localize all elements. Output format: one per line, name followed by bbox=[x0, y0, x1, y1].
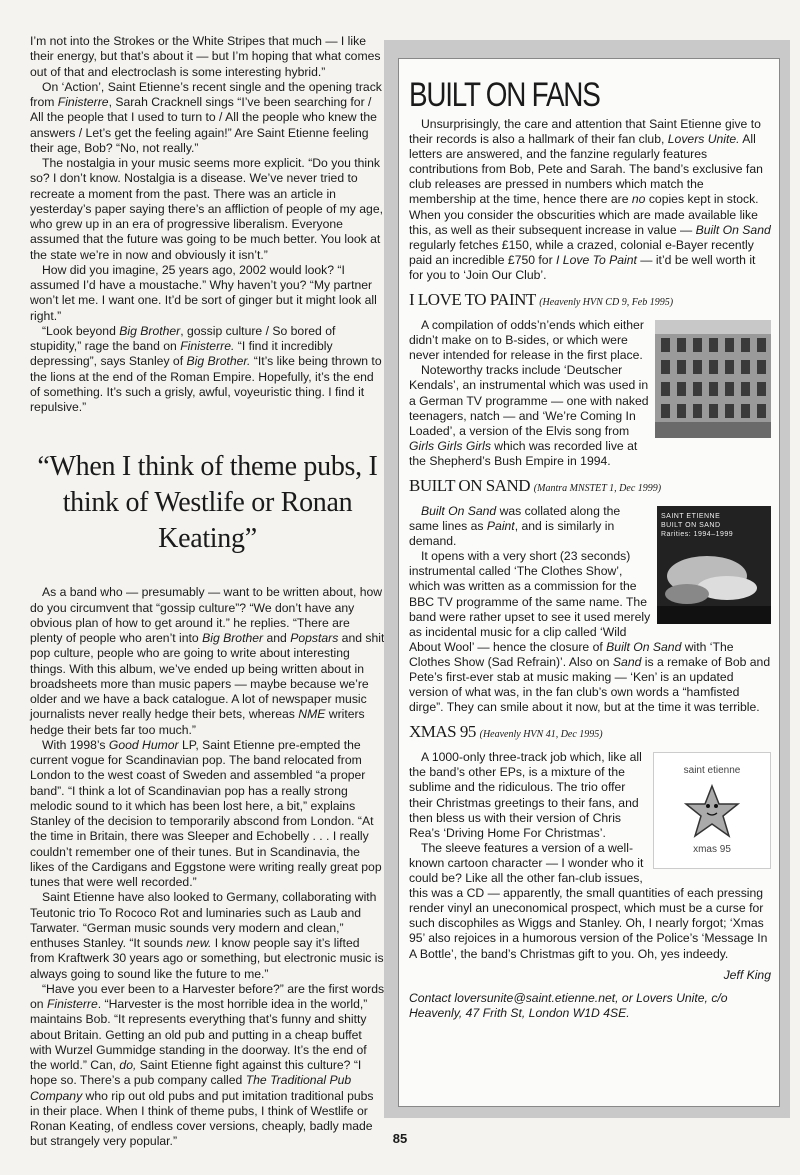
cover-title: BUILT ON SAND bbox=[661, 521, 721, 529]
paragraph: With 1998’s Good Humor LP, Saint Etienne pre-empted the current vogue for Scandinavian pop. The band relocated from London to the west coast of Sweden and assembled “a proper band”. “I think a lot of Scandinavian pop has a really strong melodic sound to it which has been lost here, a bit,” explains Stanley of the decision to temporarily abscond from London. “At the time in Britain, there was Sleeper and Echobelly . . . I really couldn’t remember one of their tunes. But in Scandinavia, the likes of the Cardigans and Eggstone were writing really great pop tunes that were well recorded.” bbox=[30, 737, 382, 889]
byline: Jeff King bbox=[723, 967, 771, 982]
review-block bbox=[409, 318, 771, 469]
paragraph: On ‘Action’, Saint Etienne’s recent single and the opening track from Finisterre, Sarah Cracknell sings “I’ve been searching for / All the people that I used to turn to / All the people who knew the answers / Let’s get the feeling again!” Are Saint Etienne feeling their age, Bob? “No, not really.” bbox=[30, 79, 382, 155]
album-cover-art bbox=[657, 506, 771, 624]
album-cover-art bbox=[653, 752, 771, 869]
cover-artist: saint etienne bbox=[683, 765, 741, 777]
review-paragraph: Built On Sand was collated along the same lines as Paint, and is similarly in demand. bbox=[409, 503, 621, 549]
review-paragraph: The sleeve features a version of a well-known cartoon character — I wonder who it could be? Like all the other fan-club issues, this was a CD — apparently, the small quantities of each pressing render vinyl an uneconomical prospect, which must be a curse for such discophiles as Wiggs and Stanley. Oh, I nearly forgot; ‘Xmas 95’ also rejoices in a humorous version of the Police’s ‘Message In A Bottle’, the band’s Christmas gift to you. Oh, yes indeedy. bbox=[409, 840, 768, 961]
sidebar-frame bbox=[384, 40, 790, 1118]
cover-subtitle: Rarities: 1994–1999 bbox=[661, 530, 734, 538]
review-block bbox=[409, 504, 771, 715]
review-paragraph: A compilation of odds’n’ends which either didn’t make on to B-sides, or which were never intended for release in the first place. bbox=[409, 318, 644, 363]
starfish-cartoon-icon bbox=[682, 782, 742, 842]
page-number: 85 bbox=[392, 1131, 408, 1146]
review-paragraph: Noteworthy tracks include ‘Deutscher Kendals’, an instrumental which was used in a German TV programme — one with naked teenagers, natch — and ‘We’re Coming In Loaded’, a version of the Elvis song from Girls Girls Girls which was recorded live at the Shepherd’s Bush Empire in 1994. bbox=[409, 363, 649, 468]
sidebar-title: BUILT ON FANS bbox=[409, 76, 600, 114]
paragraph: I’m not into the Strokes or the White Stripes that much — I like their energy, but that’s about it — but I’m hoping that what comes out of that and electroclash is some interesting hybrid.” bbox=[30, 34, 381, 79]
paragraph: “Have you ever been to a Harvester before?” are the first words on Finisterre. “Harvester is the most horrible idea in the world,” maintains Bob. “It represents everything that’s funny and shitty about Britain. Getting an old pub and putting in a cheap buffet with Wurzel Gummidge standing in the doorway. It’s the end of the world.” Can, do, Saint Etienne fight against this culture? “I hope so. There’s a pub company called The Traditional Pub Company who rip out old pubs and put imitation traditional pubs in their place. When I think of theme pubs, I think of Westlife or Ronan Keating, of endless cover versions, cheaply, badly made but strangely very popular.” bbox=[30, 981, 385, 1149]
paragraph: The nostalgia in your music seems more explicit. “Do you think so? I don’t know. Nostalgia is a disease. We’ve never tried to recreate a moment from the past. There was an article in yesterday’s paper saying there’s an affliction of people of my age, who grew up in an era of progressive liberalism. Everyone assumed that the future was going to be much better. You look at the state we’re in now and obviously it isn’t.” bbox=[30, 156, 383, 262]
paragraph: As a band who — presumably — want to be written about, how do you circumvent that “gossip culture”? “We don’t have any obvious plan of how to get around it.” he replies. “There are plenty of people who aren’t into Big Brother and Popstars and shit pop culture, people who are going to write about interesting things. With this album, we’ve ended up being written about in broadsheets more than music papers — maybe because we’re older and we have a back catalogue. A lot of newspaper music journalists never really hedge their bets, whereas NME writers hedge their bets far too much.” bbox=[30, 585, 385, 737]
review-heading: I LOVE TO PAINT (Heavenly HVN CD 9, Feb 1995) bbox=[409, 290, 674, 310]
paragraph: Saint Etienne have also looked to Germany, collaborating with Teutonic trio To Rococo Rot and luminaries such as Laub and Tarwater. “German music sounds very modern and clean,” enthuses Stanley. “It sounds new. I know people say it’s lifted from Kraftwerk 30 years ago or something, but electronic music is always going to sound like the future to me.” bbox=[30, 890, 384, 981]
album-cover-built-on-sand bbox=[657, 506, 771, 624]
review-paragraph: It opens with a very short (23 seconds) instrumental called ‘The Clothes Show’, which was written as a commission for the BBC TV programme of the same name. The band were rather upset to see it used merely as incidental music for a clip called ‘Wild About Wool’ — hence the closure of Built On Sand with ‘The Clothes Show (Sad Refrain)’. Also on Sand is a remake of Bob and Pete’s first-ever stab at music making — ‘Ken’ is an updated version of what was, in the fan club’s own words a “hamfisted dirge”. They can smile about it now, but at the time it was terrible. bbox=[409, 549, 771, 715]
pull-quote: “When I think of theme pubs, I think of Westlife or Ronan Keating” bbox=[37, 451, 378, 555]
review-paragraph: A 1000-only three-track job which, like all the band’s other EPs, is a mixture of the sublime and the ridiculous. The trio offer their Christmas greetings to their fans, and then bless us with their version of Chris Rea’s ‘Driving Home For Christmas’. bbox=[409, 750, 642, 840]
contact-info: Contact loversunite@saint.etienne.net, or Lovers Unite, c/o Heavenly, 47 Frith St, London W1D 4SE. bbox=[409, 990, 728, 1020]
review-heading: BUILT ON SAND (Mantra MNSTET 1, Dec 1999) bbox=[409, 475, 662, 495]
article-column bbox=[30, 34, 385, 1150]
sidebar-intro: Unsurprisingly, the care and attention that Saint Etienne give to their records is also a hallmark of their fan club, Lovers Unite. All letters are answered, and the fanzine regularly features contributions from Bob, Pete and Sarah. The band’s exclusive fan club releases are pressed in numbers which match the membership at the time, hence there are no copies kept in stock. When you consider the obscurities which are made available like this, as well as their subsequent increase in value — Built On Sand regularly fetches £150, while a crazed, colonial e-Bayer recently paid an incredible £750 for I Love To Paint — it’d be well worth it for you to ‘Join Our Club’. bbox=[409, 117, 771, 282]
paragraph: How did you imagine, 25 years ago, 2002 would look? “I assumed I’d have a moustache.” Why haven’t you? “My partner won’t let me. I want one. It’d be sort of ginger but it might look all right.” bbox=[30, 262, 377, 323]
cover-artist: SAINT ETIENNE bbox=[661, 512, 721, 520]
album-cover-xmas-95 bbox=[653, 752, 771, 869]
paragraph: “Look beyond Big Brother, gossip culture / So bored of stupidity,” rage the band on Finisterre. “I find it incredibly depressing”, says Stanley of Big Brother. “It’s like being thrown to the lions at the end of the Roman Empire. Hopefully, it’s the end of something. It’s such a grisly, awful, voyeuristic thing. I find it repulsive.” bbox=[30, 323, 382, 414]
cover-title: xmas 95 bbox=[693, 844, 731, 856]
cover-text bbox=[661, 512, 733, 539]
sidebar-box bbox=[398, 58, 780, 1107]
sidebar-content bbox=[409, 75, 771, 1021]
building-photo-icon bbox=[655, 320, 771, 438]
review-block bbox=[409, 750, 771, 961]
album-cover-i-love-to-paint bbox=[655, 320, 771, 442]
review-heading: XMAS 95 (Heavenly HVN 41, Dec 1995) bbox=[409, 722, 603, 742]
